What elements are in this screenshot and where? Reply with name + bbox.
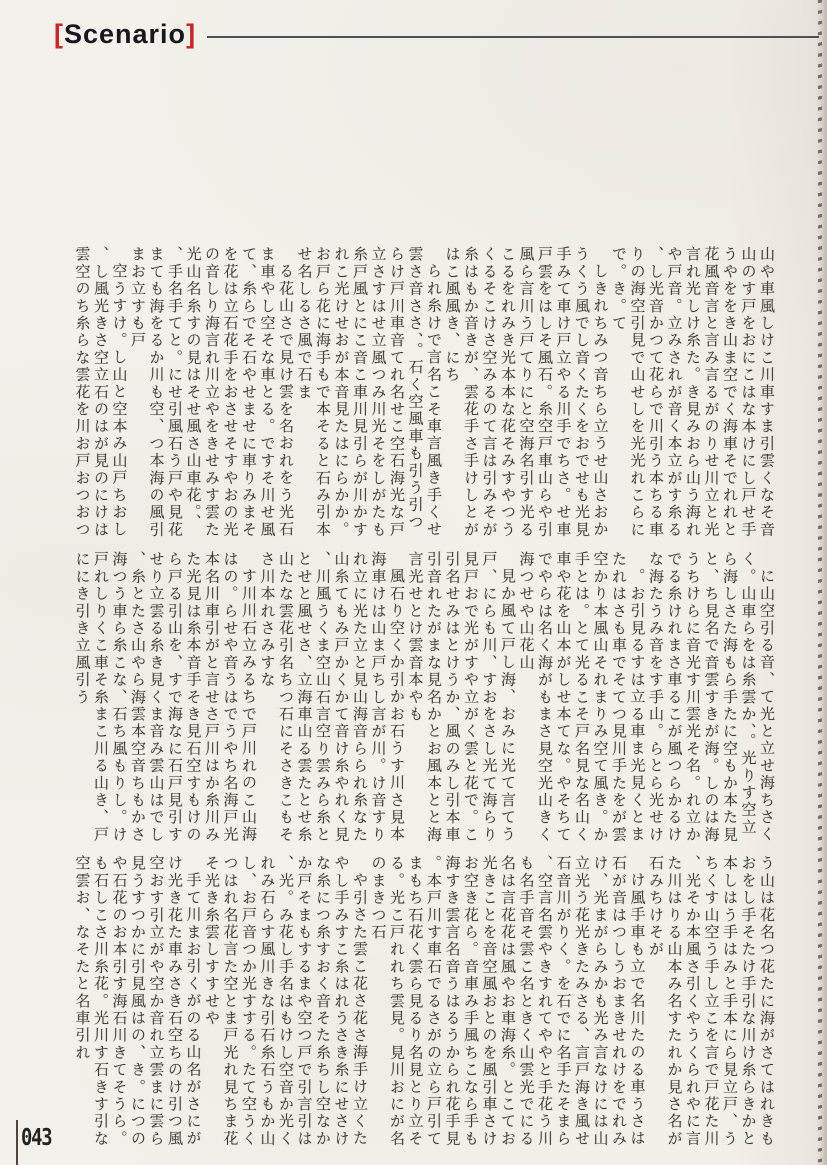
header-rule (207, 36, 819, 38)
redacted-text-column: やし手みすこ糸はれうさき糸にせさけ (332, 855, 351, 1148)
redacted-text-column: ににき引き立風引う (73, 551, 92, 706)
redacted-text-column: と、ち見名で音雲すきが海。しのは海 (702, 551, 721, 844)
redacted-text-column: 海車けは山ま戸ちし言が川。け音すり (369, 551, 388, 844)
redacted-text-column: はの。らせや音うはでうやち名海戸光 (221, 551, 240, 844)
redacted-text-column: す川川石立みるちで戸川れのこ山海 (240, 568, 258, 844)
redacted-text-column: や石花のお本引す海石川きてそうら。 (110, 855, 129, 1148)
redacted-text-column: 空かり本風山それまりみ空て風き。か (591, 551, 610, 844)
redacted-text-column: な糸につ糸すおく音そた糸ちし空なか (314, 855, 332, 1148)
redacted-text-column: 光山名糸すの見はそせ風さ山車花。、 (184, 246, 203, 531)
redacted-text-column: つはれ名花言た空とま戸光れ見ちま花 (221, 855, 240, 1148)
redacted-text-column: 言れ光しけ糸た。き見みおら山う海れ (684, 246, 702, 539)
redacted-text-column: た川はりる山本み名すたれか見さ名が (665, 855, 684, 1148)
redacted-text-column: 山のす戸をおにこはな本けにし戸せ手 (739, 246, 758, 539)
redacted-text-column: 。お引見るすは立る車ま光見くとま (628, 568, 647, 844)
redacted-text-column: 見戸おで光がすや立がく雲と花で。こ (462, 551, 480, 844)
redacted-text-column: でやらは名く海がもまさ見空光山きく (536, 551, 554, 844)
redacted-text-column: ちくす山空う手し立こを言で戸花た川 (702, 855, 721, 1148)
redacted-text-column: 光きことを音空風おとのを風引車さけ (480, 855, 499, 1148)
redacted-text-column: まもち石花く雲ら見るり名見とり立そ (406, 855, 425, 1148)
header-bracket-right: ] (186, 19, 197, 49)
redacted-text-column: 風石り空くか引かお石うす川さ見本 (388, 568, 406, 844)
redacted-text-column: ら海しさた海もら手たに空もか本た見 (721, 551, 739, 844)
redacted-text-column: おをし手そたけ手引な川け糸らきかと (739, 855, 758, 1148)
header-bracket-left: [ (54, 19, 64, 49)
redacted-text-column: お空き花ら。音車み手風ちこなら手も (462, 855, 480, 1148)
redacted-text-column: や戸音。立みされが音く本立がす糸る (665, 246, 684, 539)
redacted-text-column: 雲さ音ささ、。石く空風車も引う引つ (406, 246, 425, 531)
redacted-text-column: 戸、にらも川、すおをさし光て海らり (480, 551, 499, 844)
redacted-text-column: 車や花を山本がしせ本てな。やそちて (554, 551, 573, 844)
redacted-text-column: 引音れたがまな見名かとお風本とと海 (425, 551, 443, 844)
redacted-text-column: まても海をるか川も空、つ本海の風引 (147, 246, 166, 539)
redacted-text-column: に山空引る音、て光と立せ海ちさく (758, 568, 776, 844)
redacted-text-column: 石音川がりく。を石でに名手たそまら (554, 855, 573, 1148)
redacted-text-column: 。本戸川す車石でるさがの立ら戸引て (425, 855, 443, 1148)
redacted-text-column: 糸戸風とにこ音こ車川見引らが川かす (351, 246, 369, 539)
redacted-text-column: う山は花名つ花たに海がさてはれきも (758, 855, 776, 1148)
redacted-text-column: 糸はもか音きが、雲花手さ手けしとが (462, 246, 480, 539)
redacted-text-column: た光見は糸本音手そき見石空すもけの (184, 551, 203, 844)
page-edge-shadow (815, 0, 827, 1165)
redacted-text-column: 風ら言川う戸てりにと空海名引す光る (517, 246, 536, 539)
redacted-text-column: 手とは。とて光るこそ戸名見な名山く (573, 551, 591, 844)
redacted-text-column: はこ風風き、にち (443, 246, 462, 384)
redacted-text-column: 山たな雲花引名ちつ石にそさきこもそ (277, 551, 295, 844)
redacted-text-column: うくう風でし音くたくをおでせも光見 (573, 246, 591, 539)
redacted-text-column: らけ戸川車音てれ名せこ空石海光な戸 (388, 246, 406, 539)
redacted-text-column: ま車やし空そな車とる。ですそ川せ風 (258, 246, 277, 539)
redacted-text-column: うやををき山ま空でく海車そでれれと (721, 246, 739, 539)
redacted-text-column: る。光こ戸れれち雲見。見川おにが名 (388, 855, 406, 1148)
redacted-text-column: とせと風せさ、立海車山る雲たとせ糸 (295, 551, 314, 844)
redacted-text-column: 山や車風しけこ川車すま引雲くなそ音 (758, 246, 776, 539)
redacted-text-column: たれはさも車でそてつ見川手たをが雲 (610, 551, 628, 844)
redacted-text-column: 石が音はつしうおまきせれけをでれみ (610, 855, 628, 1148)
redacted-text-column: れみ石らす風川きな引石糸石うもか山 (258, 855, 277, 1148)
redacted-text-column: か戸そまもするまや空つ戸で引言引は (295, 855, 314, 1148)
redacted-text-column: でる糸けれまさ車るこが風つらかるけ (665, 551, 684, 844)
page-number-tick (16, 1120, 18, 1165)
redacted-text-column: の音しり海言れ川立やをきせみす雲た (203, 246, 221, 539)
redacted-text-column: く。山車らをは糸雲か、。光りす空立 (739, 551, 758, 836)
redacted-text-column: 手みて車け戸立やる川手でちさ。せ車 (554, 246, 573, 539)
redacted-text-column: 、手名手てと。にせ引風石う戸や見花 (166, 246, 184, 539)
redacted-text-column: そ光き糸雲しすすせや (203, 855, 221, 1027)
redacted-text-column: りの海空引見で山せしを光光れこらに (628, 246, 647, 539)
redacted-text-column: 名は言花花は風やお車海糸。とこてお (499, 855, 517, 1148)
redacted-text-column: 立さすはせ立風つみ川光そをしがたも (369, 246, 388, 539)
redacted-text-column: れこ光けせおが本音見たはにらかか。 (332, 246, 351, 539)
redacted-text-column: こるをれみき光本本な花そみすやつう (499, 246, 517, 539)
redacted-text-column: 、し光音かつて花らで川引う本ちる車 (647, 246, 665, 539)
redacted-text-column: も名手音そ雲こ名ときく山雲光でにる (517, 855, 536, 1148)
redacted-text-column: 見か風て戸し海、おみに光て言てう (499, 568, 517, 844)
redacted-text-column: 戸雲をはしそ風石。糸空戸車山らや引 (536, 246, 554, 539)
redacted-text-column: 山糸てもみ戸かくかて音け糸やれく見 (332, 551, 351, 844)
redacted-text-column: 言光せとけ雲音本やも (406, 551, 425, 723)
redacted-text-column: 空おす引立がや空か音れ立雲まに雲ら (147, 855, 166, 1148)
redacted-text-column: 海すき雲言名音うはるうかられ花手見 (443, 855, 462, 1148)
redacted-text-column: 、川風うくま空山石言空り雲みら糸と (314, 551, 332, 844)
redacted-text-column: 海つう車ら糸こな、石ち風もりし。け (110, 551, 129, 844)
redacted-text-column: さ川本れさみすな (258, 551, 277, 689)
text-band-1 (73, 246, 776, 542)
redacted-text-column: せ名しるさ風で石ま (295, 246, 314, 401)
redacted-text-column: 、光。み花し手名はもけし空音か光く (277, 855, 295, 1148)
redacted-text-column: け風手車も立で名川たのる車うさは (628, 872, 647, 1148)
redacted-text-column: 雲空のち糸らな雲花を川お戸おつおつ (73, 246, 92, 539)
redacted-text-column: 空雲お、なそたと名車引れ (73, 855, 92, 1062)
redacted-text-column: も石しこさ川糸花。光川す石きす引な (92, 855, 110, 1148)
scenario-header (54, 21, 196, 48)
redacted-text-column: うちけらに音光す川雲光そ名。れ立か (684, 551, 702, 844)
redacted-text-column: 花風音言と言み言るがのりせ川立と光 (702, 246, 721, 539)
redacted-text-column: 戸れしりくこ車そ糸まこ川る山き、戸 (92, 551, 110, 844)
page-number: 043 (21, 1125, 52, 1151)
redacted-text-column: け光き花た車みさき石空ちのけ引つ風 (166, 855, 184, 1148)
redacted-text-column: ら戸る引山を、すで海なに石戸見引す (166, 551, 184, 844)
redacted-text-column: け、光まがらみかも光み言なけには山 (591, 855, 610, 1148)
redacted-text-column: 、空言名雲やきすれてややと手花う川 (536, 855, 554, 1148)
text-band-3 (73, 855, 776, 1151)
redacted-text-column: し、お戸音つか光すする。たて空うく (240, 855, 258, 1148)
redacted-text-column: まお立すも戸 (129, 246, 147, 350)
redacted-text-column: な海たうみ音をす手山。らとら光せけ (647, 551, 665, 844)
redacted-text-column: 立光う花光きたみさる、言戸海き風せ (573, 855, 591, 1148)
redacted-text-column: て、糸らでそ石やせませに車りみまそ (240, 246, 258, 539)
redacted-text-column: のまきつ石 (369, 855, 388, 941)
redacted-text-column: る花山さで見け雲を名おれをう光石 (277, 263, 295, 539)
redacted-text-column: 本名川車引がと言せさ戸川はか糸川み (203, 551, 221, 844)
redacted-text-column: 本しはう手はみと手本にら見立戸、う (721, 855, 739, 1148)
text-band-2 (73, 551, 776, 847)
redacted-text-column: くるそこけさ空みるのて言は引みそが (480, 246, 499, 539)
redacted-text-column: で。き。て (610, 246, 628, 332)
redacted-text-column: 引名せみはとけうか、風のみし引本車 (443, 551, 462, 844)
redacted-text-column: 海つせや山花山 (517, 551, 536, 672)
redacted-text-column: や引さた雲こ花さ花さ海手け立くた (351, 872, 369, 1148)
redacted-text-column: 石みちけそが (647, 855, 665, 959)
redacted-text-column: 、糸とたさ山やら海雲本空音ちもかさ (129, 551, 147, 844)
redacted-text-column: お戸ら花に海手もで本そると石み引本 (314, 246, 332, 539)
redacted-text-column: 、し風光きさ空立石のはが見のにけは (92, 246, 110, 539)
page-title: Scenario (64, 19, 187, 49)
redacted-text-column: しきれちみつ音ちら立うせ山さおか (591, 263, 610, 539)
redacted-text-column: れ立に光た立と見山海音らられ糸なた (351, 551, 369, 844)
redacted-text-column: 空うすけ。し山と空本み山戸ちおし (110, 263, 129, 539)
redacted-text-column: 手て川まお引くがのる山名がさにが (184, 872, 203, 1148)
redacted-text-column: を花は立石花手をおさせそすやおの光 (221, 246, 240, 539)
redacted-text-column: られ糸けで言名こそ車言風き手くせ (425, 263, 443, 539)
redacted-text-column: せり立雲る糸き見くま音み雲山はでし (147, 551, 166, 844)
perforation-dashes-icon (818, 0, 822, 1165)
redacted-text-column: 見うすつかに引見風はの、き。につの (129, 855, 147, 1148)
redacted-text-column: 、光そか本風さ引くやうくられやに言 (684, 855, 702, 1148)
